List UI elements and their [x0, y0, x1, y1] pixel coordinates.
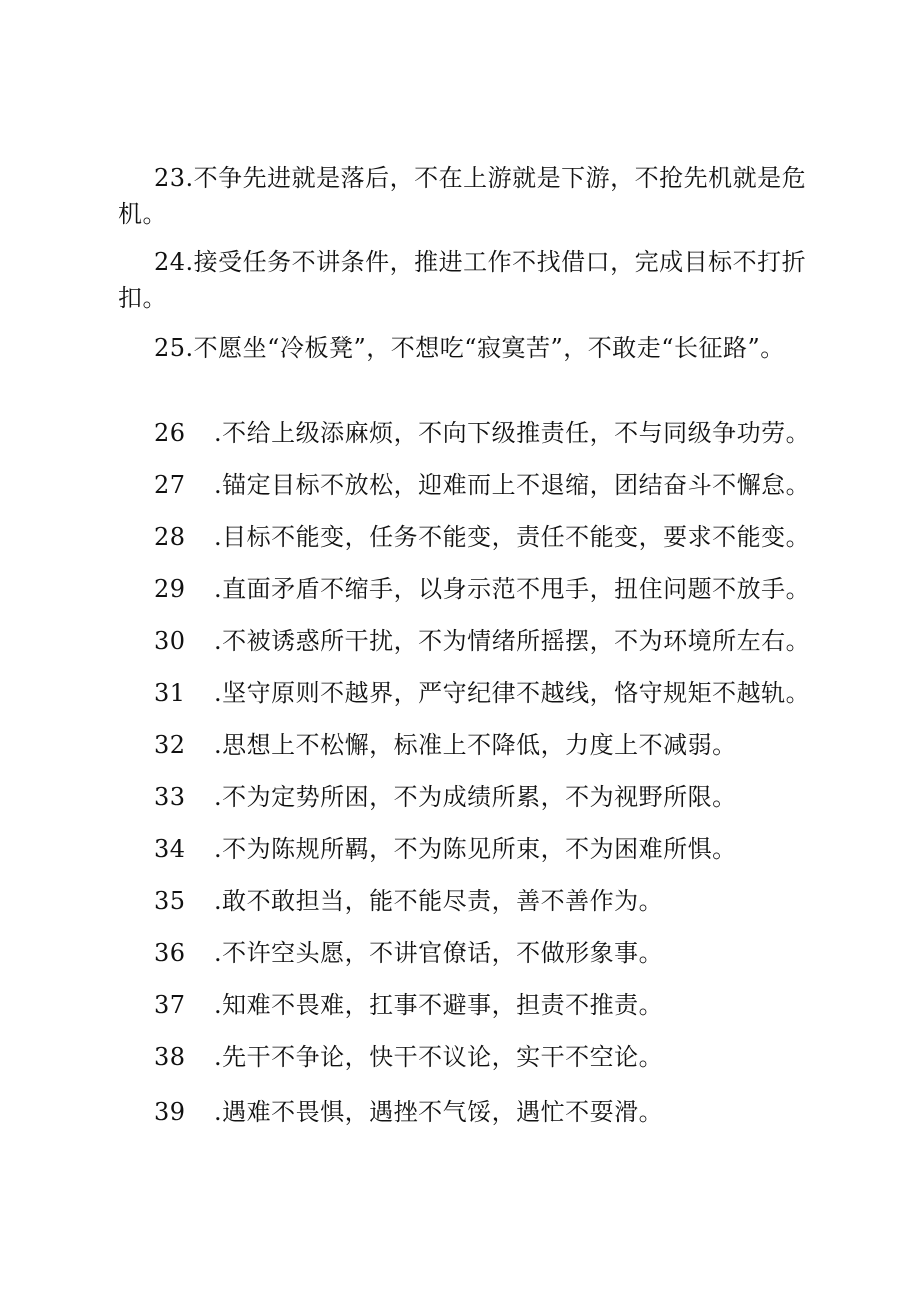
item-number: 24 [154, 248, 186, 276]
item-text: .不许空头愿，不讲官僚话，不做形象事。 [214, 939, 664, 967]
item-text: .不给上级添麻烦，不向下级推责任，不与同级争功劳。 [214, 419, 811, 447]
item-number: 27 [154, 471, 186, 499]
list-item [154, 987, 834, 1023]
item-text: .先干不争论，快干不议论，实干不空论。 [214, 1043, 664, 1071]
item-text: .遇难不畏惧，遇挫不气馁，遇忙不耍滑。 [214, 1098, 664, 1126]
item-number: 32 [154, 731, 186, 759]
item-number: 34 [154, 835, 186, 863]
item-text: .不为定势所困，不为成绩所累，不为视野所限。 [214, 783, 737, 811]
item-text: .不为陈规所羁，不为陈见所束，不为困难所惧。 [214, 835, 737, 863]
list-item [154, 779, 834, 815]
item-text: .不争先进就是落后，不在上游就是下游，不抢先机就是危机。 [118, 164, 807, 228]
item-number: 39 [154, 1098, 186, 1126]
item-number: 23 [154, 164, 186, 192]
list-item [154, 1039, 834, 1075]
item-text: .直面矛盾不缩手，以身示范不甩手，扭住问题不放手。 [214, 575, 811, 603]
item-text: .锚定目标不放松，迎难而上不退缩，团结奋斗不懈怠。 [214, 471, 811, 499]
item-number: 28 [154, 523, 186, 551]
paragraph-24 [118, 244, 818, 316]
item-text: .不愿坐“冷板凳”，不想吃“寂寞苦”，不敢走“长征路”。 [185, 334, 785, 362]
item-text: .知难不畏难，扛事不避事，担责不推责。 [214, 991, 664, 1019]
item-number: 30 [154, 627, 186, 655]
list-item [154, 1094, 834, 1130]
list-item [154, 935, 834, 971]
list-item [154, 623, 834, 659]
list-item [154, 831, 834, 867]
item-number: 33 [154, 783, 186, 811]
item-number: 38 [154, 1043, 186, 1071]
item-text: .思想上不松懈，标准上不降低，力度上不减弱。 [214, 731, 737, 759]
item-number: 29 [154, 575, 186, 603]
item-number: 35 [154, 887, 186, 915]
list-item [154, 467, 834, 503]
list-item [154, 571, 834, 607]
paragraph-23 [118, 160, 818, 232]
list-item [154, 727, 834, 763]
item-text: .目标不能变，任务不能变，责任不能变，要求不能变。 [214, 523, 811, 551]
list-item [154, 883, 834, 919]
paragraph-25 [118, 330, 818, 366]
item-text: .敢不敢担当，能不能尽责，善不善作为。 [214, 887, 664, 915]
item-text: .接受任务不讲条件，推进工作不找借口，完成目标不打折扣。 [118, 248, 807, 312]
item-number: 37 [154, 991, 186, 1019]
item-number: 26 [154, 419, 186, 447]
item-number: 31 [154, 679, 186, 707]
item-text: .坚守原则不越界，严守纪律不越线，恪守规矩不越轨。 [214, 679, 811, 707]
item-number: 25 [154, 334, 186, 362]
item-text: .不被诱惑所干扰，不为情绪所摇摆，不为环境所左右。 [214, 627, 811, 655]
list-item [154, 675, 834, 711]
list-item [154, 519, 834, 555]
item-number: 36 [154, 939, 186, 967]
list-item [154, 415, 834, 451]
